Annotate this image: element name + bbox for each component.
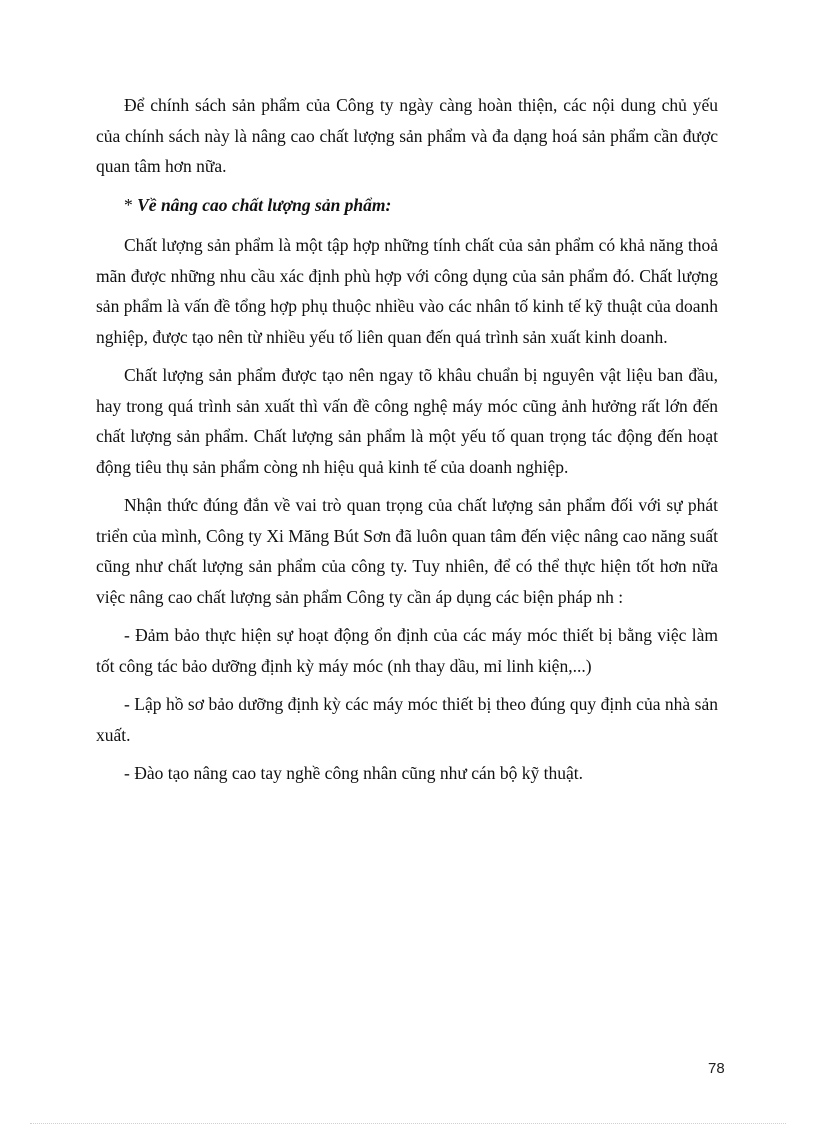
document-body — [96, 90, 718, 797]
company-awareness-paragraph: Nhận thức đúng đắn về vai trò quan trọng của chất lượng sản phẩm đối với sự phát triển của mình, Công ty Xi Măng Bút Sơn đã luôn quan tâm đến việc nâng cao năng suất cũng như chất lượng sản phẩm của công ty. Tuy nhiên, để có thể thực hiện tốt hơn nữa việc nâng cao chất lượng sản phẩm Công ty cần áp dụng các biện pháp nh : — [96, 495, 718, 607]
measure-list-item: - Đảm bảo thực hiện sự hoạt động ổn định của các máy móc thiết bị bằng việc làm tốt công tác bảo dưỡng định kỳ máy móc (nh thay dầu, mỉ linh kiện,...) — [96, 625, 718, 676]
heading-bullet: * — [124, 194, 133, 215]
section-heading — [96, 190, 718, 221]
heading-text: Về nâng cao chất lượng sản phẩm: — [137, 194, 392, 215]
measure-list-item: - Lập hồ sơ bảo dưỡng định kỳ các máy móc thiết bị theo đúng quy định của nhà sản xuất. — [96, 694, 718, 745]
quality-definition-paragraph: Chất lượng sản phẩm là một tập hợp những tính chất của sản phẩm có khả năng thoả mãn được những nhu cầu xác định phù hợp với công dụng của sản phẩm đó. Chất lượng sản phẩm là vấn đề tổng hợp phụ thuộc nhiều vào các nhân tố kinh tế kỹ thuật của doanh nghiệp, được tạo nên từ nhiều yếu tố liên quan đến quá trình sản xuất kinh doanh. — [96, 235, 718, 347]
measure-list-item: - Đào tạo nâng cao tay nghề công nhân cũng như cán bộ kỹ thuật. — [124, 763, 583, 783]
quality-origin-paragraph: Chất lượng sản phẩm được tạo nên ngay tõ khâu chuẩn bị nguyên vật liệu ban đầu, hay trong quá trình sản xuất thì vấn đề công nghệ máy móc cũng ảnh hưởng rất lớn đến chất lượng sản phẩm. Chất lượng sản phẩm là một yếu tố quan trọng tác động đến hoạt động tiêu thụ sản phẩm còng nh hiệu quả kinh tế của doanh nghiệp. — [96, 365, 718, 477]
page-number: 78 — [708, 1060, 725, 1077]
intro-paragraph: Để chính sách sản phẩm của Công ty ngày càng hoàn thiện, các nội dung chủ yếu của chính sách này là nâng cao chất lượng sản phẩm và đa dạng hoá sản phẩm cần được quan tâm hơn nữa. — [96, 95, 718, 176]
